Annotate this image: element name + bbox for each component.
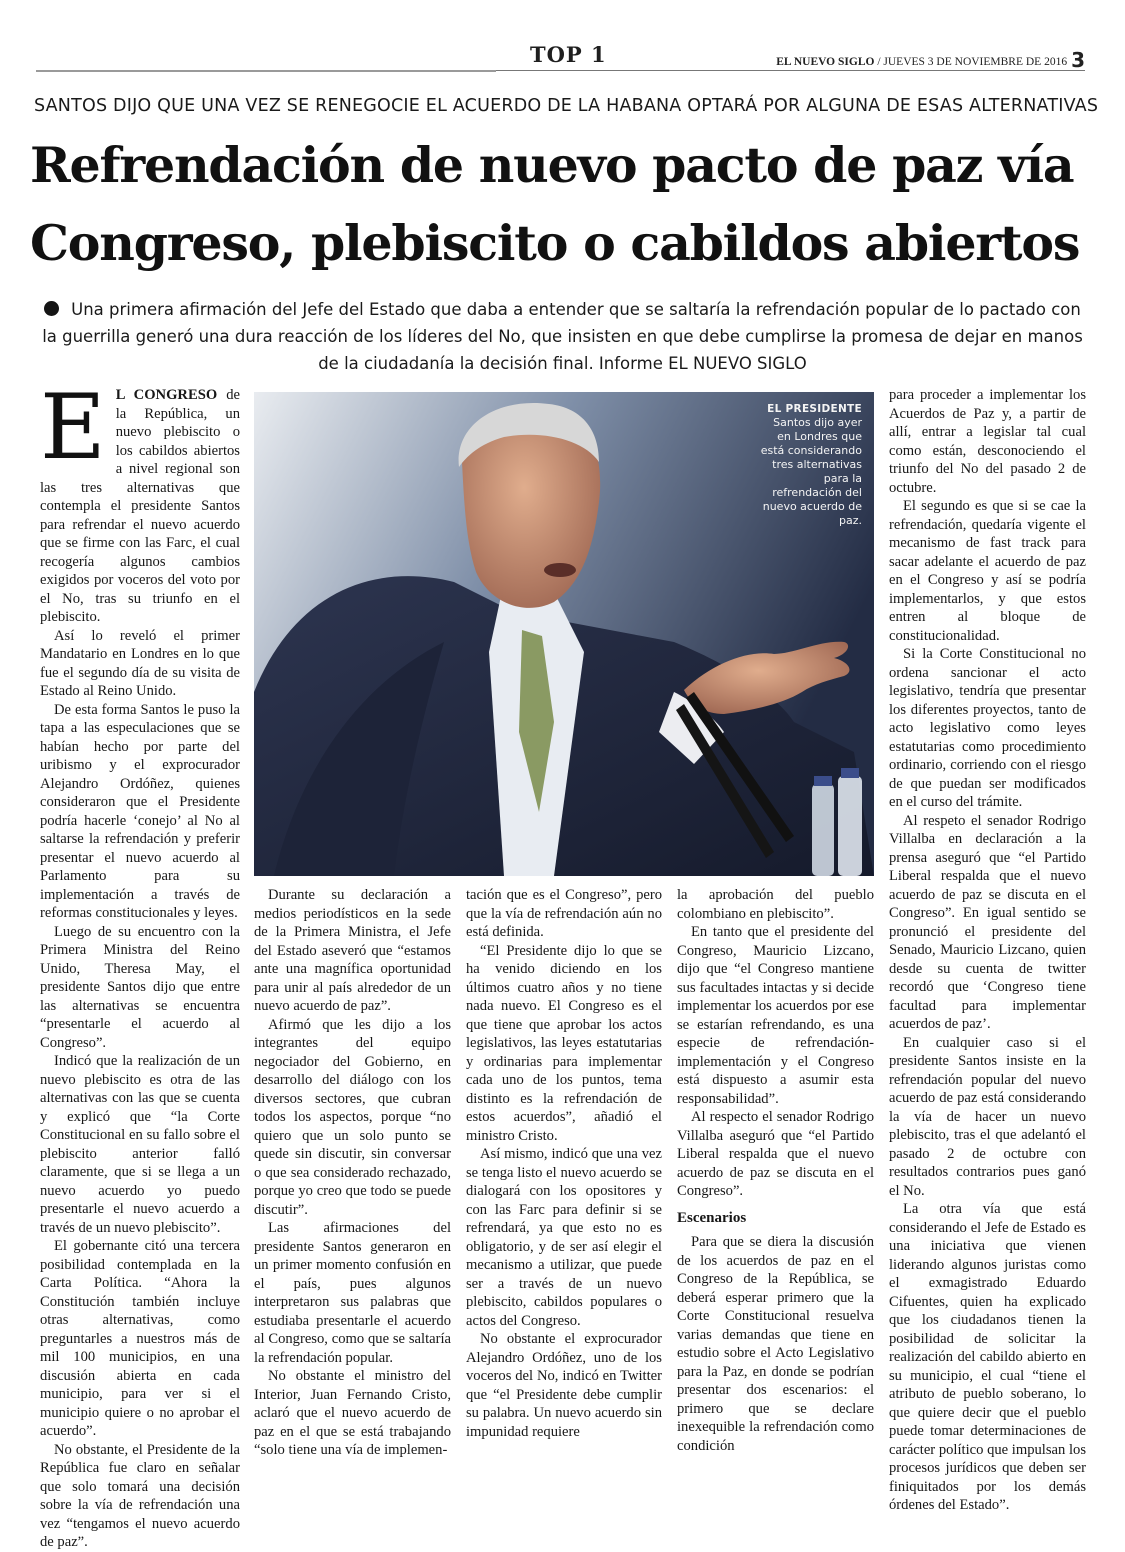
publication-info xyxy=(776,48,1085,72)
deck-text: Una primera afirmación del Jefe del Estado que daba a entender que se saltaría la refrendación popular de lo pactado con la guerrilla generó una dura reacción de los líderes del No, que insisten en que debe cumplirse la promesa de dejar en manos de la ciudadanía la decisión final. Informe EL NUEVO SIGLO xyxy=(42,300,1083,373)
paragraph: No obstante el ministro del Interior, Juan Fernando Cristo, aclaró que el nuevo acuerdo de paz en el que se está trabajando “solo tiene una vía de implemen- xyxy=(254,1368,451,1458)
paragraph: Al respecto el senador Rodrigo Villalba aseguró que “el Partido Liberal respalda que el nuevo acuerdo de paz se discuta en el Congreso”. xyxy=(677,1109,874,1199)
paragraph: Si la Corte Constitucional no ordena sancionar el acto legislativo, tendría que presentar los diferentes proyectos, tanto de acto legislativo como leyes estatutarias como procedimiento ordinario, corriendo con el riesgo de que puedan ser modificados en el curso del trámite. xyxy=(889,646,1086,810)
lead-in: L CONGRESO xyxy=(115,387,218,403)
article-column-3 xyxy=(466,886,662,1441)
kicker: SANTOS DIJO QUE UNA VEZ SE RENEGOCIE EL ACUERDO DE LA HABANA OPTARÁ POR ALGUNA DE ESAS ALTERNATIVAS xyxy=(34,96,1099,116)
paragraph: La otra vía que está considerando el Jefe de Estado es una iniciativa que vienen liderando algunos juristas como el exmagistrado Eduardo Cifuentes, quien ha explicado que los ciudadanos tienen la posibilidad de solicitar la realización del cabildo abierto en su municipio, el cual “tiene el atributo de pueblo soberano, lo que quiere decir que el pueblo puede tomar determinaciones de carácter político que impulsan los procesos jurídicos que deben ser finiquitados por los demás órdenes del Estado”. xyxy=(889,1201,1086,1513)
headline-line-2: Congreso, plebiscito o cabildos abiertos xyxy=(30,214,1080,272)
header-rule-accent xyxy=(36,70,496,72)
paragraph: Así lo reveló el primer Mandatario en Londres en lo que fue el segundo día de su visita de Estado al Reino Unido. xyxy=(40,627,240,699)
article-column-2 xyxy=(254,886,451,1460)
headline-line-1: Refrendación de nuevo pacto de paz vía xyxy=(30,136,1074,194)
issue-date: / JUEVES 3 DE NOVIEMBRE DE 2016 xyxy=(874,56,1068,68)
paragraph: En cualquier caso si el presidente Santos insiste en la refrendación popular del nuevo acuerdo de paz está considerando la vía de hacer un nuevo plebiscito, tras el que adelantó el pasado 2 de octubre con resultados contrarios pues ganó el No. xyxy=(889,1034,1086,1199)
caption-title: EL PRESIDENTE xyxy=(767,403,862,415)
caption-text: Santos dijo ayer en Londres que está considerando tres alternativas para la refrendación del nuevo acuerdo de paz. xyxy=(760,416,862,527)
paragraph: No obstante el exprocurador Alejandro Ordóñez, uno de los voceros del No, indicó en Twitter que “el Presidente debe cumplir su palabra. Un nuevo acuerdo sin impunidad requiere xyxy=(466,1331,662,1440)
bullet-icon xyxy=(44,301,59,316)
paragraph: Para que se diera la discusión de los acuerdos de paz en el Congreso de la República, se deberá esperar primero que la Corte Constitucional resuelva varias demandas que tiene en estudio sobre el Acto Legislativo para la Paz, en donde se podrían presentar dos escenarios: el primero que se declare inexequible la refrendación como condición xyxy=(677,1234,874,1454)
paragraph: Luego de su encuentro con la Primera Ministra del Reino Unido, Theresa May, el presidente Santos dijo que entre las alternativas se encuentra “presentarle el acuerdo al Congreso”. xyxy=(40,923,240,1051)
lead-paragraph xyxy=(40,375,240,627)
paragraph: Así mismo, indicó que una vez se tenga listo el nuevo acuerdo se dialogará con los opositores y con las Farc para definir si se refrendará, ya que esto no es obligatorio, y de ser así elegir el mecanismo a utilizar, que puede ser a través de un nuevo plebiscito, cabildos populares o actos del Congreso. xyxy=(466,1146,662,1329)
paragraph: Afirmó que les dijo a los integrantes del equipo negociador del Gobierno, en desarrollo del diálogo con los diversos sectores, que cubran todos los aspectos, porque “no quiero que un solo punto se quede sin discutir, sin conversar o que sea considerado rechazado, porque yo creo que todo se puede discutir”. xyxy=(254,1016,451,1218)
section-tag: TOP 1 xyxy=(530,42,607,67)
paragraph: Al respeto el senador Rodrigo Villalba en declaración a la prensa aseguró que “el Partido Liberal respalda que el nuevo acuerdo de paz se discuta en el Congreso”. En igual sentido se pronunció el presidente del Senado, Mauricio Lizcano, quien desde su cuenta de twitter recordó que ‘Congreso tiene facultad para implementar acuerdos de paz’. xyxy=(889,812,1086,1032)
paragraph: El segundo es que si se cae la refrendación, quedaría vigente el mecanismo de fast track para sacar adelante el acuerdo de paz en el Congreso y así se podría implementarlos, y que estos entren al bloque de constitucionalidad. xyxy=(889,498,1086,644)
article-column-1 xyxy=(40,375,240,1552)
deck xyxy=(40,296,1085,377)
paragraph: Durante su declaración a medios periodísticos en la sede de la Primera Ministra, el Jefe del Estado aseveró que “estamos ante una magnífica oportunidad para unir al país alrededor de un nuevo acuerdo de paz”. xyxy=(254,887,451,1014)
paragraph: “El Presidente dijo lo que se ha venido diciendo en los últimos cuatro años y no tiene nada nuevo. El Congreso es el que tiene que aprobar los actos legislativos, las leyes estatutarias y ordinarias para implementar cada uno de los puntos, tema distinto es la refrendación de estos acuerdos”, añadió el ministro Cristo. xyxy=(466,942,662,1144)
paragraph: la aprobación del pueblo colombiano en plebiscito”. xyxy=(677,887,874,922)
paper-name: EL NUEVO SIGLO xyxy=(776,56,875,68)
paragraph: tación que es el Congreso”, pero que la vía de refrendación aún no está definida. xyxy=(466,887,662,940)
headline xyxy=(30,126,1095,282)
paragraph: De esta forma Santos le puso la tapa a las especulaciones que se habían hecho por parte del uribismo y el exprocurador Alejandro Ordóñez, quienes consideraron que el Presidente podría hacerle ‘conejo’ al No al saltarse la refrendación y preferir presentar el nuevo acuerdo al Parlamento para su implementación a través de reformas constitucionales y leyes. xyxy=(40,701,240,921)
subhead-escenarios: Escenarios xyxy=(677,1209,747,1226)
page-number: 3 xyxy=(1071,48,1085,72)
paragraph: En tanto que el presidente del Congreso, Mauricio Lizcano, dijo que “el Congreso mantiene sus facultades intactas y si decide implementar los acuerdos por ese se estarían refrendando, es una especie de refrendación-implementación y el Congreso está dispuesto a asumir esta responsabilidad”. xyxy=(677,924,874,1107)
drop-cap: E xyxy=(40,375,106,480)
page-header xyxy=(36,38,1085,74)
paragraph: de la República, un nuevo plebiscito o los cabildos abiertos a nivel regional son las tres alternativas que contempla el presidente Santos para refrendar el nuevo acuerdo que se firme con las Farc, el cual recogería algunos cambios exigidos por voceros del voto por el No, tras su triunfo en el plebiscito. xyxy=(40,387,240,625)
article-column-4 xyxy=(677,886,874,1455)
article-column-5 xyxy=(889,386,1086,1515)
paragraph: Indicó que la realización de un nuevo plebiscito es otra de las alternativas con las que se cuenta y explicó que “la Corte Constitucional en su fallo sobre el plebiscito anterior falló claramente, que si se llega a un nuevo acuerdo yo puedo presentarle el nuevo acuerdo a través de un nuevo plebiscito”. xyxy=(40,1053,240,1236)
paragraph: para proceder a implementar los Acuerdos de Paz y, a partir de allí, entrar a legislar tal cual como están, desconociendo el triunfo del No del pasado 2 de octubre. xyxy=(889,387,1086,496)
photo-caption xyxy=(756,402,862,528)
paragraph: Las afirmaciones del presidente Santos generaron en un primer momento confusión en el país, pues algunos interpretaron sus palabras que estudiaba presentarle el acuerdo al Congreso, como que se saltaría la refrendación popular. xyxy=(254,1220,451,1366)
paragraph: El gobernante citó una tercera posibilidad contemplada en la Carta Política. “Ahora la Constitución también incluye otras alternativas, como preguntarles a nuestros más de mil 100 municipios, en una discusión abierta en cada municipio, para ver si el municipio quiere o no aprobar el acuerdo”. xyxy=(40,1238,240,1439)
paragraph: No obstante, el Presidente de la República fue claro en señalar que solo tomará una decisión sobre la vía de refrendación una vez “tengamos el nuevo acuerdo de paz”. xyxy=(40,1441,240,1550)
